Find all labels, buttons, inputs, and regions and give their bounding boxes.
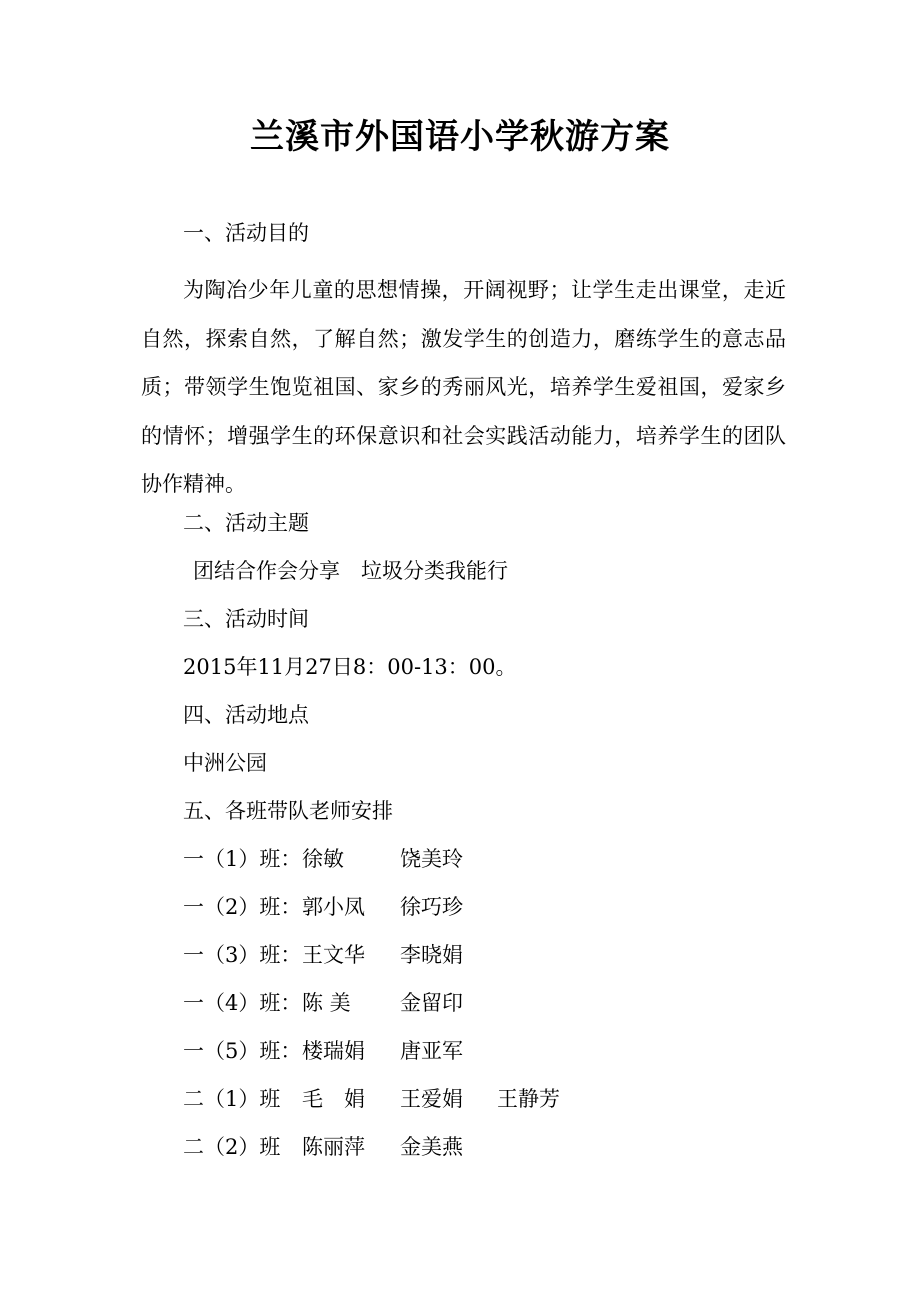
teacher-name: 毛 娟 bbox=[302, 1087, 365, 1111]
teacher-name: 王爱娟 bbox=[400, 1087, 463, 1111]
section-heading-theme: 二、活动主题 bbox=[183, 511, 309, 535]
teacher-name: 唐亚军 bbox=[400, 1039, 463, 1063]
teacher-name: 金美燕 bbox=[400, 1135, 463, 1159]
teacher-name: 陈 美 bbox=[302, 991, 351, 1015]
section-heading-teachers: 五、各班带队老师安排 bbox=[183, 799, 393, 823]
teacher-name: 陈丽萍 bbox=[302, 1135, 365, 1159]
teacher-name: 郭小凤 bbox=[302, 895, 365, 919]
section-heading-time: 三、活动时间 bbox=[183, 607, 309, 631]
class-label: 二（1）班 bbox=[183, 1087, 281, 1111]
teacher-name: 楼瑞娟 bbox=[302, 1039, 365, 1063]
location-text: 中洲公园 bbox=[183, 751, 267, 775]
class-label: 一（1）班： bbox=[183, 847, 302, 871]
teacher-name: 王文华 bbox=[302, 943, 365, 967]
class-label: 一（4）班： bbox=[183, 991, 302, 1015]
section-heading-purpose: 一、活动目的 bbox=[183, 221, 309, 245]
teacher-name: 王静芳 bbox=[497, 1087, 560, 1111]
section-heading-location: 四、活动地点 bbox=[183, 703, 309, 727]
class-label: 一（2）班： bbox=[183, 895, 302, 919]
time-text: 2015年11月27日8：00-13：00。 bbox=[183, 655, 517, 679]
page-title: 兰溪市外国语小学秋游方案 bbox=[250, 117, 670, 157]
teacher-name: 金留印 bbox=[400, 991, 463, 1015]
teacher-name: 徐巧珍 bbox=[400, 895, 463, 919]
teacher-name: 徐敏 bbox=[302, 847, 344, 871]
teacher-name: 李晓娟 bbox=[400, 943, 463, 967]
theme-text: 团结合作会分享 垃圾分类我能行 bbox=[193, 559, 508, 583]
teacher-name: 饶美玲 bbox=[400, 847, 463, 871]
class-label: 一（3）班： bbox=[183, 943, 302, 967]
class-label: 一（5）班： bbox=[183, 1039, 302, 1063]
purpose-paragraph: 为陶冶少年儿童的思想情操，开阔视野；让学生走出课堂，走近自然，探索自然，了解自然；激发学生的创造力，磨练学生的意志品质；带领学生饱览祖国、家乡的秀丽风光，培养学生爱祖国，爱家乡的情怀；增强学生的环保意识和社会实践活动能力，培养学生的团队协作精神。 bbox=[141, 278, 786, 496]
class-label: 二（2）班 bbox=[183, 1135, 281, 1159]
